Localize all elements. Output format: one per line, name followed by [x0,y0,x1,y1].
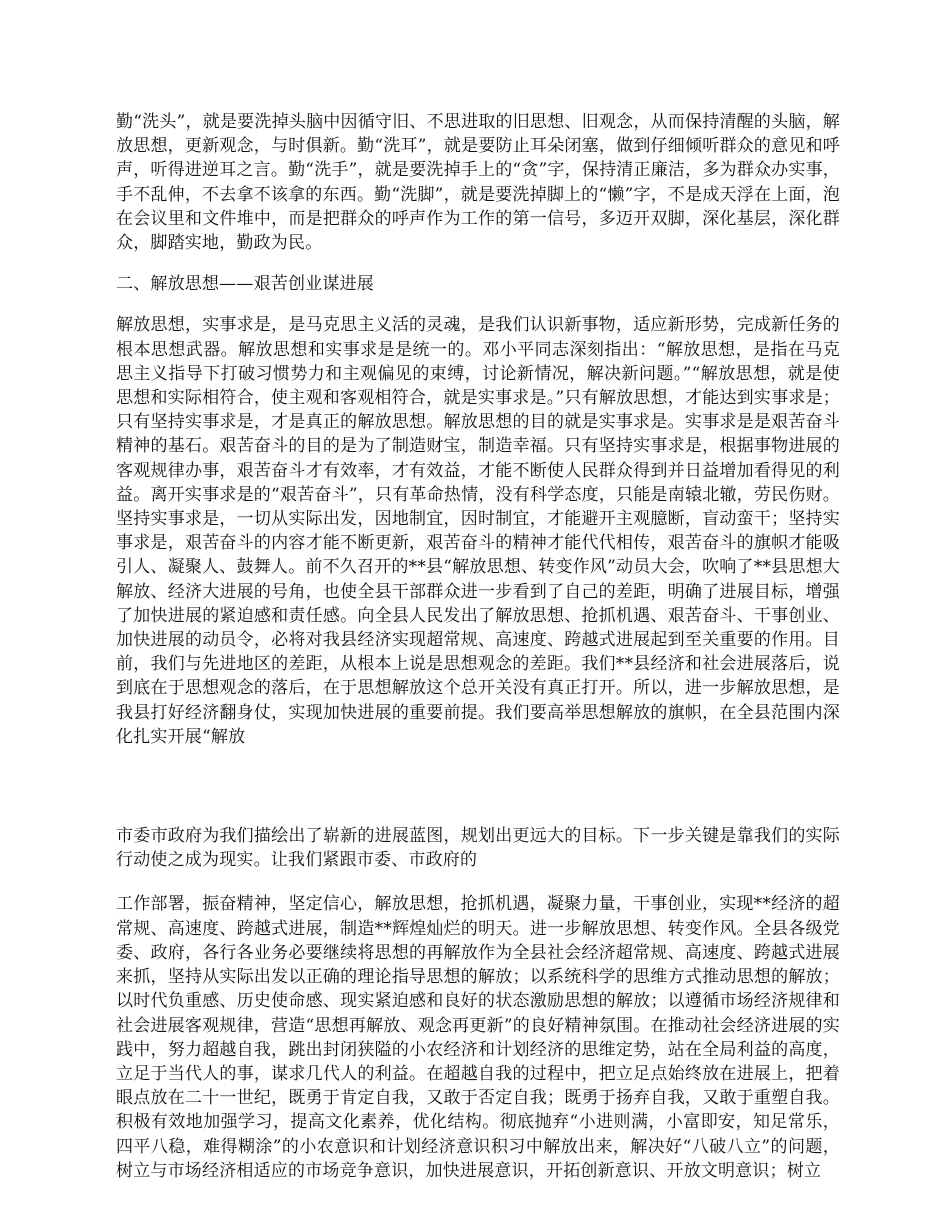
body-paragraph-3: 市委市政府为我们描绘出了崭新的进展蓝图，规划出更远大的目标。下一步关键是靠我们的实际行动使之成为现实。让我们紧跟市委、市政府的 [116,826,840,871]
body-paragraph-1: 勤“洗头”，就是要洗掉头脑中因循守旧、不思进取的旧思想、旧观念，从而保持清醒的头脑，解放思想，更新观念，与时俱新。勤“洗耳”，就是要防止耳朵闭塞，做到仔细倾听群众的意见和呼声，听得进逆耳之言。勤“洗手”，就是要洗掉手上的“贪”字，保持清正廉洁，多为群众办实事，手不乱伸，不去拿不该拿的东西。勤“洗脚”，就是要洗掉脚上的“懒”字，不是成天浮在上面，泡在会议里和文件堆中，而是把群众的呼声作为工作的第一信号，多迈开双脚，深化基层，深化群众，脚踏实地，勤政为民。 [116,112,840,254]
body-paragraph-2: 解放思想，实事求是，是马克思主义活的灵魂，是我们认识新事物，适应新形势，完成新任务的根本思想武器。解放思想和实事求是是统一的。邓小平同志深刻指出：“解放思想，是指在马克思主义指导下打破习惯势力和主观偏见的束缚，讨论新情况，解决新问题。”“解放思想，就是使思想和实际相符合，使主观和客观相符合，就是实事求是。”只有解放思想，才能达到实事求是；只有坚持实事求是，才是真正的解放思想。解放思想的目的就是实事求是。实事求是是艰苦奋斗精神的基石。艰苦奋斗的目的是为了制造财宝，制造幸福。只有坚持实事求是，根据事物进展的客观规律办事，艰苦奋斗才有效率，才有效益，才能不断使人民群众得到并日益增加看得见的利益。离开实事求是的“艰苦奋斗”，只有革命热情，没有科学态度，只能是南辕北辙，劳民伤财。坚持实事求是，一切从实际出发，因地制宜，因时制宜，才能避开主观臆断，盲动蛮干；坚持实事求是，艰苦奋斗的内容才能不断更新，艰苦奋斗的精神才能代代相传，艰苦奋斗的旗帜才能吸引人、凝聚人、鼓舞人。前不久召开的**县“解放思想、转变作风”动员大会，吹响了**县思想大解放、经济大进展的号角，也使全县干部群众进一步看到了自己的差距，明确了进展目标，增强了加快进展的紧迫感和责任感。向全县人民发出了解放思想、抢抓机遇、艰苦奋斗、干事创业、加快进展的动员令，必将对我县经济实现超常规、高速度、跨越式进展起到至关重要的作用。目前，我们与先进地区的差距，从根本上说是思想观念的差距。我们**县经济和社会进展落后，说到底在于思想观念的落后，在于思想解放这个总开关没有真正打开。所以，进一步解放思想，是我县打好经济翻身仗，实现加快进展的重要前提。我们要高举思想解放的旗帜，在全县范围内深化扎实开展“解放 [116,315,840,747]
section-heading: 二、解放思想——艰苦创业谋进展 [116,274,374,295]
document-page [116,110,840,1183]
page-break-gap [116,749,840,824]
body-paragraph-4: 工作部署，振奋精神，坚定信心，解放思想，抢抓机遇，凝聚力量，干事创业，实现**经济的超常规、高速度、跨越式进展，制造**辉煌灿烂的明天。进一步解放思想、转变作风。全县各级党委、政府，各行各业务必要继续将思想的再解放作为全县社会经济超常规、高速度、跨越式进展来抓，坚持从实际出发以正确的理论指导思想的解放；以系统科学的思维方式推动思想的解放；以时代负重感、历史使命感、现实紧迫感和良好的状态激励思想的解放；以遵循市场经济规律和社会进展客观规律，营造“思想再解放、观念再更新”的良好精神氛围。在推动社会经济进展的实践中，努力超越自我，跳出封闭狭隘的小农经济和计划经济的思维定势，站在全局利益的高度，立足于当代人的事，谋求几代人的利益。在超越自我的过程中，把立足点始终放在进展上，把着眼点放在二十一世纪，既勇于肯定自我，又敢于否定自我；既勇于扬弃自我，又敢于重塑自我。积极有效地加强学习，提高文化素养，优化结构。彻底抛弃“小进则满，小富即安，知足常乐，四平八稳，难得糊涂”的小农意识和计划经济意识积习中解放出来，解决好“八破八立”的问题，树立与市场经济相适应的市场竞争意识，加快进展意识，开拓创新意识、开放文明意识；树立 [116,894,840,1181]
